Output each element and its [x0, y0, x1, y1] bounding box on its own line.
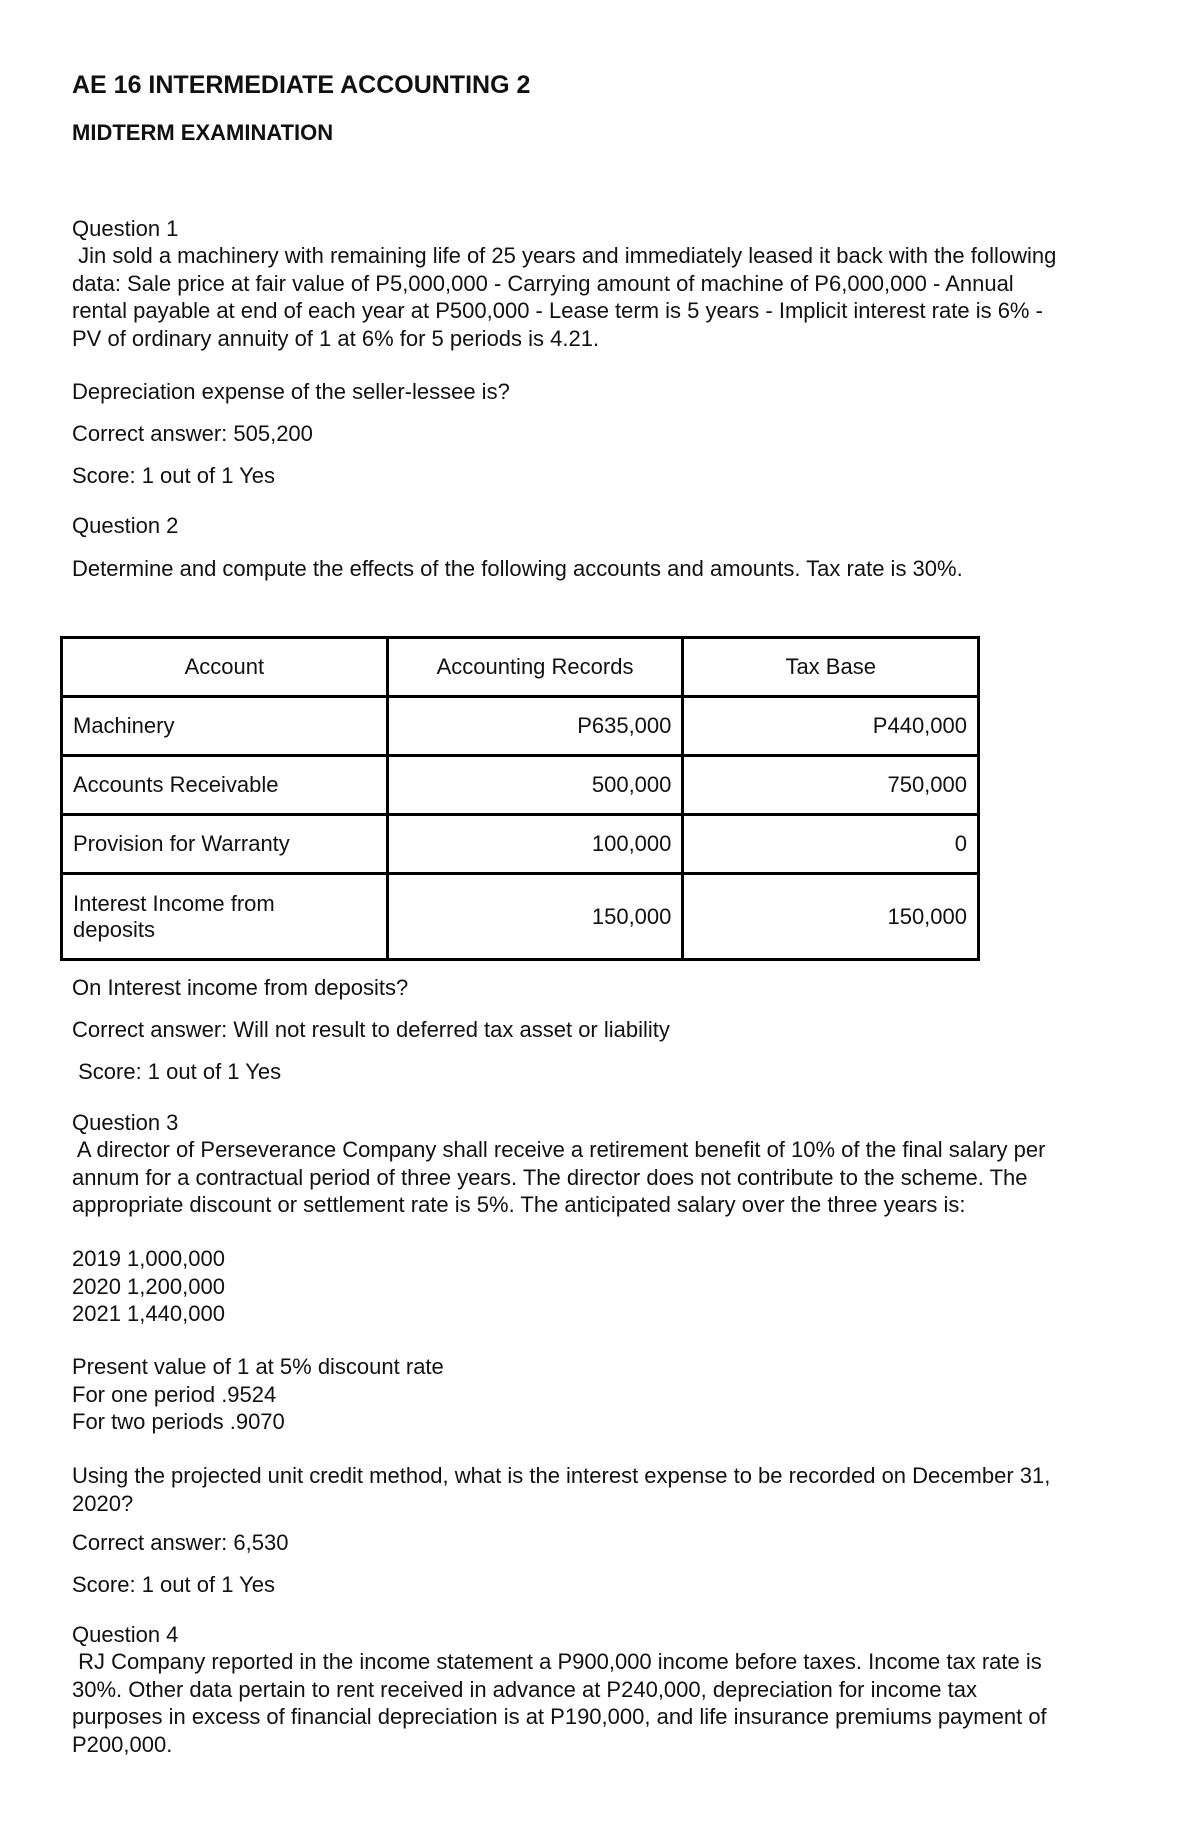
account-cell: Provision for Warranty [62, 815, 388, 874]
question-1-answer: Correct answer: 505,200 [72, 421, 313, 446]
question-3-line: appropriate discount or settlement rate is 5%. The anticipated salary over the three years is: [72, 1192, 966, 1217]
question-4-label: Question 4 [72, 1622, 179, 1647]
question-1-line: Jin sold a machinery with remaining life of 25 years and immediately leased it back with the following [72, 243, 1057, 268]
accounting-records-cell: P635,000 [387, 697, 683, 756]
question-1-line: PV of ordinary annuity of 1 at 6% for 5 periods is 4.21. [72, 325, 600, 351]
exam-title: MIDTERM EXAMINATION [72, 120, 334, 145]
tax-base-cell: 750,000 [683, 756, 979, 815]
course-title: AE 16 INTERMEDIATE ACCOUNTING 2 [72, 71, 531, 99]
salary-item: 2019 1,000,000 [72, 1246, 225, 1271]
question-3-score: Score: 1 out of 1 Yes [72, 1572, 276, 1597]
tax-base-cell: P440,000 [683, 697, 979, 756]
question-3-line: A director of Perseverance Company shall receive a retirement benefit of 10% of the final salary per [72, 1137, 1046, 1162]
account-cell: Accounts Receivable [62, 756, 388, 815]
table-row [62, 697, 979, 756]
question-1-label: Question 1 [72, 216, 179, 241]
account-cell: Machinery [62, 697, 388, 756]
question-2-score: Score: 1 out of 1 Yes [72, 1059, 282, 1084]
tax-base-table [60, 636, 980, 961]
table-header-row [62, 638, 979, 697]
question-1-prompt: Depreciation expense of the seller-lessee is? [72, 379, 510, 404]
tax-base-cell: 150,000 [683, 874, 979, 960]
table-row [62, 874, 979, 960]
question-3-line: annum for a contractual period of three years. The director does not contribute to the scheme. The [72, 1164, 1028, 1190]
question-1-line: rental payable at end of each year at P500,000 - Lease term is 5 years - Implicit interest rate is 6% - [72, 298, 1043, 323]
question-3-prompt [72, 1462, 1137, 1517]
question-3-answer: Correct answer: 6,530 [72, 1530, 289, 1555]
salary-list [72, 1245, 1137, 1328]
question-1-score: Score: 1 out of 1 Yes [72, 463, 276, 488]
accounting-records-cell: 500,000 [387, 756, 683, 815]
tax-base-cell: 0 [683, 815, 979, 874]
question-1-text [72, 242, 1137, 352]
accounting-records-cell: 150,000 [387, 874, 683, 960]
column-header: Tax Base [683, 638, 979, 697]
present-value-item: Present value of 1 at 5% discount rate [72, 1354, 444, 1379]
present-value-item: For two periods .9070 [72, 1409, 285, 1434]
question-1-line: data: Sale price at fair value of P5,000,000 - Carrying amount of machine of P6,000,000 - Annual [72, 270, 1014, 296]
question-2-label: Question 2 [72, 513, 179, 538]
salary-item: 2020 1,200,000 [72, 1273, 225, 1299]
account-cell-line: deposits [73, 916, 155, 942]
question-3-prompt-line: Using the projected unit credit method, what is the interest expense to be recorded on December 31, [72, 1463, 1051, 1488]
question-4-line: purposes in excess of financial depreciation is at P190,000, and life insurance premiums payment of [72, 1704, 1047, 1729]
present-value-list [72, 1353, 1137, 1436]
salary-item: 2021 1,440,000 [72, 1301, 225, 1326]
column-header: Accounting Records [387, 638, 683, 697]
table-row [62, 815, 979, 874]
question-4-line: P200,000. [72, 1731, 173, 1757]
question-4-line: RJ Company reported in the income statement a P900,000 income before taxes. Income tax rate is [72, 1649, 1042, 1674]
present-value-item: For one period .9524 [72, 1381, 277, 1407]
question-2-prompt: Determine and compute the effects of the following accounts and amounts. Tax rate is 30%. [72, 556, 963, 581]
question-3-prompt-line: 2020? [72, 1490, 134, 1516]
question-3-text [72, 1136, 1137, 1219]
question-2-answer: Correct answer: Will not result to deferred tax asset or liability [72, 1017, 670, 1042]
question-4-text [72, 1648, 1137, 1758]
column-header: Account [62, 638, 388, 697]
question-4-line: 30%. Other data pertain to rent received in advance at P240,000, depreciation for income tax [72, 1676, 977, 1702]
question-3-label: Question 3 [72, 1110, 179, 1135]
account-cell-line: Interest Income from [73, 890, 275, 916]
account-cell [62, 874, 388, 960]
question-2-question: On Interest income from deposits? [72, 975, 409, 1000]
table-row [62, 756, 979, 815]
accounting-records-cell: 100,000 [387, 815, 683, 874]
